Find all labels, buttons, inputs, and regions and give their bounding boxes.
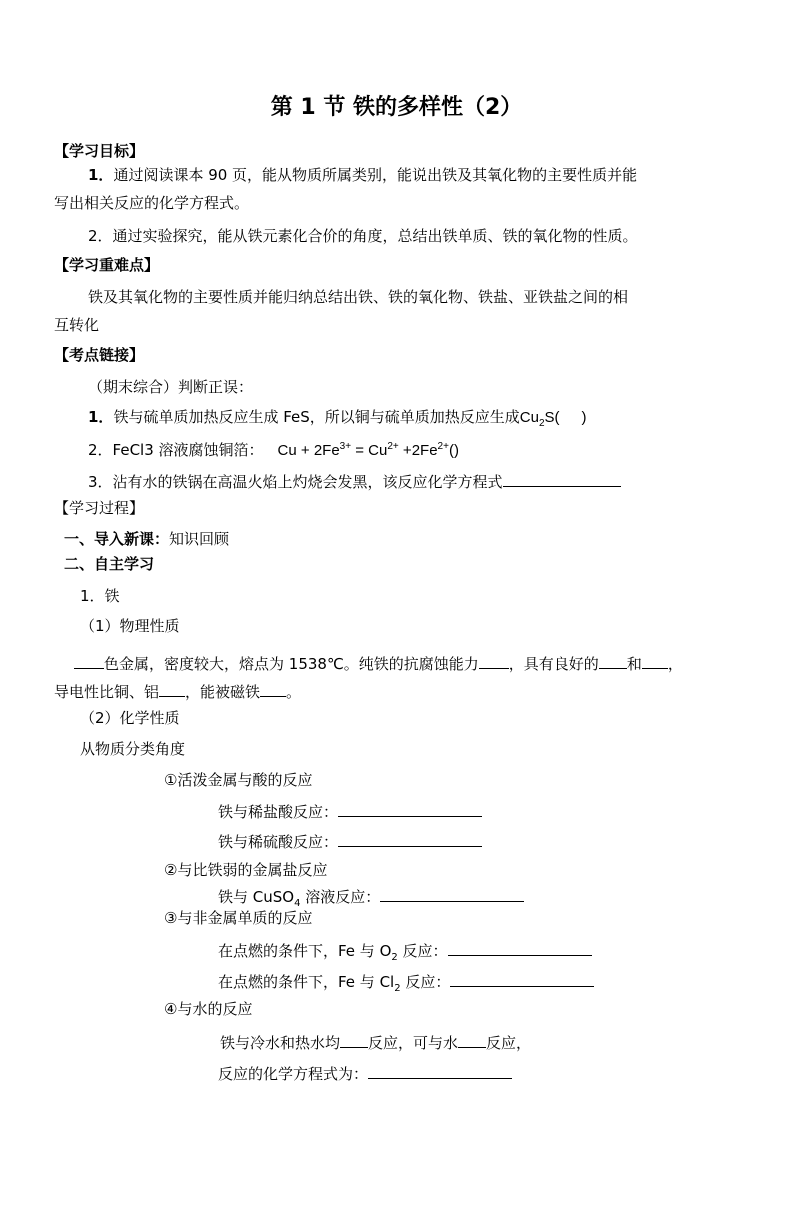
goal-1-text: 通过阅读课本 90 页，能从物质所属类别，能说出铁及其氧化物的主要性质并能: [113, 166, 638, 184]
keypoints-line-1: 铁及其氧化物的主要性质并能归纳总结出铁、铁的氧化物、铁盐、亚铁盐之间的相: [88, 288, 629, 306]
page-title: 第 1 节 铁的多样性（2）: [270, 95, 523, 120]
reaction-1-heading: ①活泼金属与酸的反应: [164, 771, 313, 789]
answer-blank[interactable]: [479, 652, 509, 669]
reaction-4a: [220, 1031, 531, 1053]
reaction-3b: [218, 970, 594, 992]
question-1-text: 铁与硫单质加热反应生成 FeS，所以铜与硫单质加热反应生成: [113, 408, 520, 426]
process-heading: 【学习过程】: [54, 499, 145, 517]
answer-blank[interactable]: [74, 652, 104, 669]
keypoints-heading: 【学习重难点】: [54, 256, 160, 274]
exam-question-1: [88, 407, 587, 428]
goal-1-number: 1．: [88, 166, 114, 184]
reaction-4b-text: 反应的化学方程式为：: [218, 1065, 369, 1083]
answer-blank[interactable]: [338, 800, 482, 817]
physical-properties-heading: （1）物理性质: [80, 617, 180, 635]
section-1-text: 知识回顾: [169, 530, 230, 548]
reaction-1b-text: 铁与稀硫酸反应：: [218, 833, 339, 851]
answer-blank[interactable]: [503, 470, 621, 487]
exam-question-2: [88, 440, 459, 461]
exam-heading: 【考点链接】: [54, 346, 145, 364]
reaction-4b: [218, 1062, 512, 1084]
reaction-3b-text: 在点燃的条件下，Fe 与 $Cl_2$ 反应：: [218, 973, 451, 994]
question-1-number: 1．: [88, 408, 114, 426]
physical-text-g: 。: [286, 683, 302, 701]
question-3-text: 3．沾有水的铁锅在高温火焰上灼烧会发黑，该反应化学方程式: [88, 473, 503, 491]
goals-heading: 【学习目标】: [54, 142, 145, 160]
question-1-formula: $Cu_2S$( ): [519, 409, 587, 429]
answer-blank[interactable]: [340, 1031, 368, 1048]
answer-blank[interactable]: [450, 970, 594, 987]
goal-item-2: 2．通过实验探究，能从铁元素化合价的角度，总结出铁单质、铁的氧化物的性质。: [88, 227, 638, 245]
physical-properties-line-2: [54, 680, 301, 702]
reaction-4a-text-c: 反应，: [486, 1034, 532, 1052]
answer-blank[interactable]: [642, 652, 668, 669]
answer-blank[interactable]: [260, 680, 286, 697]
exam-intro: （期末综合）判断正误：: [88, 378, 254, 396]
reaction-2-heading: ②与比铁弱的金属盐反应: [164, 861, 328, 879]
physical-text-c: 和: [626, 655, 642, 673]
section-1: [64, 529, 229, 549]
physical-text-e: 导电性比铜、铝: [54, 683, 160, 701]
answer-blank[interactable]: [458, 1031, 486, 1048]
reaction-2a-text: 铁与 CuSO$_4$ 溶液反应：: [218, 888, 381, 909]
reaction-4a-text-b: 反应，可与水: [368, 1034, 459, 1052]
answer-blank[interactable]: [368, 1062, 512, 1079]
answer-blank[interactable]: [380, 885, 524, 902]
reaction-1a-text: 铁与稀盐酸反应：: [218, 803, 339, 821]
section-2: 二、自主学习: [64, 555, 155, 573]
answer-blank[interactable]: [599, 652, 627, 669]
reaction-2a: [218, 885, 524, 907]
subsection-iron: 1．铁: [80, 587, 120, 605]
answer-blank[interactable]: [159, 680, 185, 697]
keypoints-line-2: 互转化: [54, 316, 100, 334]
answer-blank[interactable]: [448, 939, 592, 956]
physical-text-b: ，具有良好的: [508, 655, 599, 673]
physical-text-a: 色金属，密度较大，熔点为 1538℃。纯铁的抗腐蚀能力: [104, 655, 479, 673]
chemical-properties-heading: （2）化学性质: [80, 709, 180, 727]
reaction-1a: [218, 800, 482, 822]
physical-properties-line-1: [74, 652, 683, 674]
reaction-4-heading: ④与水的反应: [164, 1000, 253, 1018]
question-2-text: 2．FeCl3 溶液腐蚀铜箔：: [88, 441, 264, 459]
goal-item-1-continued: 写出相关反应的化学方程式。: [54, 194, 250, 212]
reaction-1b: [218, 830, 482, 852]
question-2-equation: $Cu + 2Fe^{3+} = Cu^{2+} +2Fe^{2+}()$: [277, 441, 459, 459]
section-1-label: 一、导入新课：: [64, 530, 170, 548]
reaction-4a-text-a: 铁与冷水和热水均: [220, 1034, 341, 1052]
reaction-3a-text: 在点燃的条件下，Fe 与 $O_2$ 反应：: [218, 942, 448, 963]
physical-text-d: ，: [667, 655, 683, 673]
goal-item-1: [88, 165, 637, 185]
exam-question-3: [88, 470, 621, 492]
answer-blank[interactable]: [338, 830, 482, 847]
physical-text-f: ，能被磁铁: [185, 683, 261, 701]
reaction-3a: [218, 939, 592, 961]
classification-angle: 从物质分类角度: [80, 740, 186, 758]
reaction-3-heading: ③与非金属单质的反应: [164, 909, 313, 927]
